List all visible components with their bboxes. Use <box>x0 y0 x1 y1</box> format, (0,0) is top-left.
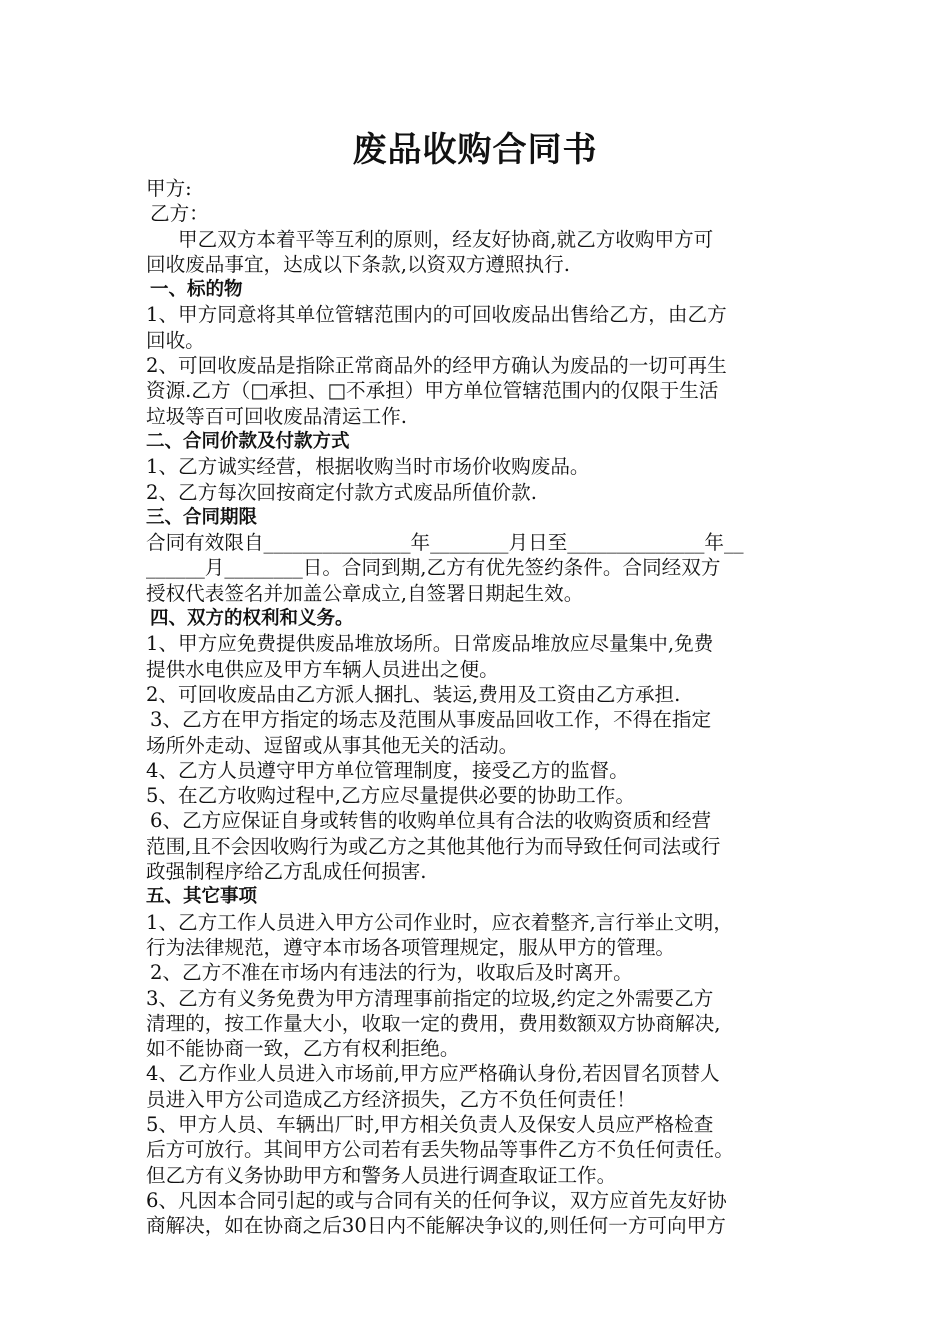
paragraph-line: 资源.乙方（□承担、□不承担）甲方单位管辖范围内的仅限于生活 <box>146 379 719 403</box>
paragraph-line: 3、乙方有义务免费为甲方清理事前指定的垃圾,约定之外需要乙方 <box>146 986 714 1010</box>
section-heading: 一、标的物 <box>150 279 243 301</box>
paragraph-line: 清理的，按工作量大小，收取一定的费用，费用数额双方协商解决, <box>146 1011 721 1035</box>
section-heading: 三、合同期限 <box>146 506 258 528</box>
paragraph-line: 授权代表签名并加盖公章成立,自签署日期起生效。 <box>146 581 584 605</box>
paragraph-line: 范围,且不会因收购行为或乙方之其他其他行为而导致任何司法或行 <box>146 834 721 858</box>
paragraph-line: 行为法律规范，遵守本市场各项管理规定，服从甲方的管理。 <box>146 935 676 959</box>
paragraph-line: 场所外走动、逗留或从事其他无关的活动。 <box>146 733 519 757</box>
paragraph-line: 2、乙方每次回按商定付款方式废品所值价款. <box>146 480 537 504</box>
paragraph-line: 商解决，如在协商之后30日内不能解决争议的,则任何一方可向甲方 <box>146 1214 726 1238</box>
document-title: 废品收购合同书 <box>352 130 598 170</box>
paragraph-line: 6、凡因本合同引起的或与合同有关的任何争议，双方应首先友好协 <box>146 1188 727 1212</box>
paragraph-line: 如不能协商一致，乙方有权利拒绝。 <box>146 1037 460 1061</box>
section-heading: 二、合同价款及付款方式 <box>146 430 350 452</box>
paragraph-line: 4、乙方作业人员进入市场前,甲方应严格确认身份,若因冒名顶替人 <box>146 1062 720 1086</box>
paragraph-line: 5、在乙方收购过程中,乙方应尽量提供必要的协助工作。 <box>146 784 635 808</box>
paragraph-line: 垃圾等百可回收废品清运工作. <box>146 404 407 428</box>
paragraph-line: 乙方： <box>150 202 209 226</box>
paragraph-line: 4、乙方人员遵守甲方单位管理制度，接受乙方的监督。 <box>146 758 629 782</box>
paragraph-line: 甲乙双方本着平等互利的原则，经友好协商,就乙方收购甲方可 <box>178 227 714 251</box>
paragraph-line: 甲方: <box>146 177 192 200</box>
paragraph-line: 政强制程序给乙方乱成任何损害. <box>146 860 427 884</box>
paragraph-line: 提供水电供应及甲方车辆人员进出之便。 <box>146 657 499 681</box>
section-heading: 五、其它事项 <box>146 886 258 908</box>
paragraph-line: 回收废品事宜，达成以下条款,以资双方遵照执行. <box>146 252 570 276</box>
paragraph-line: 员进入甲方公司造成乙方经济损失，乙方不负任何责任！ <box>146 1087 636 1111</box>
paragraph-line: 2、可回收废品由乙方派人捆扎、装运,费用及工资由乙方承担. <box>146 682 681 706</box>
paragraph-line: 1、乙方工作人员进入甲方公司作业时，应衣着整齐,言行举止文明， <box>146 910 733 934</box>
paragraph-line: 1、甲方应免费提供废品堆放场所。日常废品堆放应尽量集中,免费 <box>146 632 714 656</box>
section-heading: 四、双方的权利和义务。 <box>150 608 354 630</box>
paragraph-line: ______月________日。合同到期,乙方有优先签约条件。合同经双方 <box>146 556 721 580</box>
paragraph-line: 但乙方有义务协助甲方和警务人员进行调查取证工作。 <box>146 1163 617 1187</box>
paragraph-line: 3、乙方在甲方指定的场志及范围从事废品回收工作，不得在指定 <box>150 708 712 732</box>
paragraph-line: 1、乙方诚实经营，根据收购当时市场价收购废品。 <box>146 455 590 479</box>
paragraph-line: 1、甲方同意将其单位管辖范围内的可回收废品出售给乙方，由乙方 <box>146 303 727 327</box>
paragraph-line: 合同有效限自_______________年________月日至______________年__ <box>146 531 744 555</box>
paragraph-line: 后方可放行。其间甲方公司若有丢失物品等事件乙方不负任何责任。 <box>146 1138 734 1162</box>
document-body <box>146 176 816 1238</box>
paragraph-line: 回收。 <box>146 328 205 352</box>
paragraph-line: 6、乙方应保证自身或转售的收购单位具有合法的收购资质和经营 <box>150 809 712 833</box>
paragraph-line: 5、甲方人员、车辆出厂时,甲方相关负责人及保安人员应严格检查 <box>146 1112 714 1136</box>
paragraph-line: 2、可回收废品是指除正常商品外的经甲方确认为废品的一切可再生 <box>146 354 727 378</box>
paragraph-line: 2、乙方不准在市场内有违法的行为，收取后及时离开。 <box>150 961 633 985</box>
